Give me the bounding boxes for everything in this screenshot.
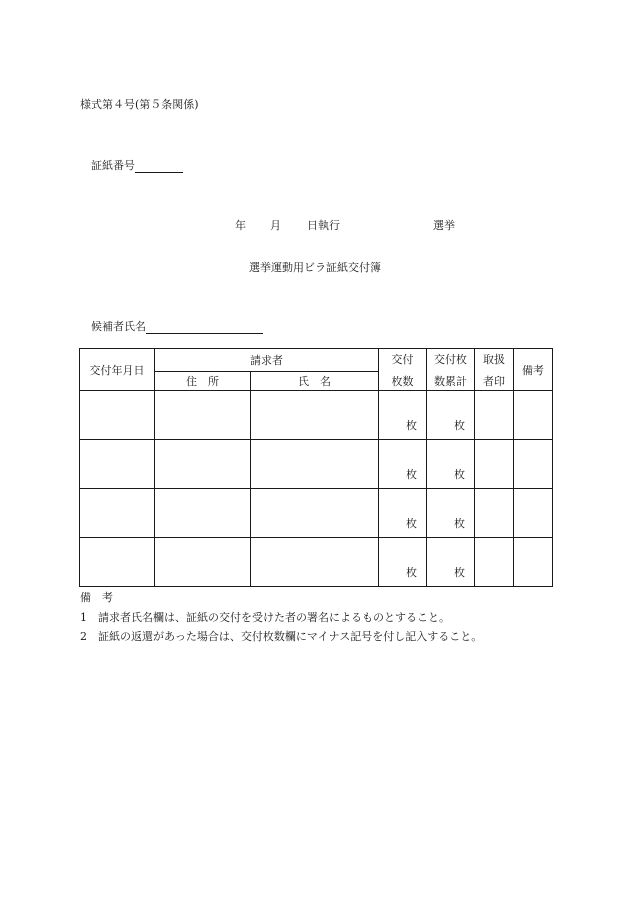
handler-seal-header bbox=[475, 349, 514, 391]
name-cell[interactable] bbox=[251, 489, 379, 538]
table-row bbox=[80, 440, 553, 489]
issue-date-cell[interactable] bbox=[80, 489, 155, 538]
form-label: 様式第４号(第５条関係) bbox=[80, 98, 199, 111]
handler-header-top: 取扱 bbox=[483, 352, 505, 366]
candidate-name-blank bbox=[146, 321, 263, 334]
certificate-number-label: 証紙番号 bbox=[91, 159, 135, 172]
remarks-cell[interactable] bbox=[514, 440, 553, 489]
election-date-row bbox=[235, 217, 455, 233]
address-cell[interactable] bbox=[155, 440, 251, 489]
note-text: 請求者氏名欄は、証紙の交付を受けた者の署名によるものとすること。 bbox=[98, 611, 450, 624]
issue-date-cell[interactable] bbox=[80, 391, 155, 440]
issued-count-cell[interactable]: 枚 bbox=[379, 391, 427, 440]
cumulative-count-cell[interactable]: 枚 bbox=[427, 538, 475, 587]
document-title: 選挙運動用ビラ証紙交付簿 bbox=[249, 261, 381, 274]
issued-count-header bbox=[379, 349, 427, 391]
requester-header: 請求者 bbox=[155, 349, 379, 372]
certificate-number-blank bbox=[135, 160, 183, 173]
issuance-ledger-table bbox=[79, 348, 553, 587]
name-header: 氏 名 bbox=[251, 372, 379, 391]
month-label: 月 bbox=[270, 219, 281, 232]
cumulative-header-bottom: 数累計 bbox=[434, 374, 467, 388]
name-cell[interactable] bbox=[251, 391, 379, 440]
issue-date-header: 交付年月日 bbox=[80, 349, 155, 391]
cumulative-count-cell[interactable]: 枚 bbox=[427, 391, 475, 440]
issued-count-cell[interactable]: 枚 bbox=[379, 489, 427, 538]
cumulative-count-cell[interactable]: 枚 bbox=[427, 440, 475, 489]
name-cell[interactable] bbox=[251, 538, 379, 587]
note-number: 1 bbox=[80, 611, 87, 624]
address-cell[interactable] bbox=[155, 391, 251, 440]
year-label: 年 bbox=[235, 219, 246, 232]
candidate-name-row bbox=[91, 318, 263, 334]
note-item bbox=[80, 628, 482, 644]
handler-seal-cell[interactable] bbox=[475, 538, 514, 587]
day-execution-label: 日執行 bbox=[307, 219, 340, 232]
address-header: 住 所 bbox=[155, 372, 251, 391]
table-row bbox=[80, 489, 553, 538]
table-header-row bbox=[80, 349, 553, 372]
handler-header-bottom: 者印 bbox=[483, 374, 505, 388]
handler-seal-cell[interactable] bbox=[475, 489, 514, 538]
name-cell[interactable] bbox=[251, 440, 379, 489]
note-item bbox=[80, 609, 450, 625]
cumulative-header-top: 交付枚 bbox=[434, 352, 467, 366]
table-row bbox=[80, 538, 553, 587]
cumulative-count-header bbox=[427, 349, 475, 391]
note-number: 2 bbox=[80, 630, 87, 643]
remarks-cell[interactable] bbox=[514, 489, 553, 538]
issued-count-cell[interactable]: 枚 bbox=[379, 440, 427, 489]
remarks-cell[interactable] bbox=[514, 391, 553, 440]
issue-date-cell[interactable] bbox=[80, 440, 155, 489]
cumulative-count-cell[interactable]: 枚 bbox=[427, 489, 475, 538]
election-label: 選挙 bbox=[433, 219, 455, 232]
candidate-name-label: 候補者氏名 bbox=[91, 320, 146, 333]
handler-seal-cell[interactable] bbox=[475, 391, 514, 440]
address-cell[interactable] bbox=[155, 538, 251, 587]
issued-count-header-top: 交付 bbox=[391, 352, 414, 366]
handler-seal-cell[interactable] bbox=[475, 440, 514, 489]
issued-count-cell[interactable]: 枚 bbox=[379, 538, 427, 587]
address-cell[interactable] bbox=[155, 489, 251, 538]
notes-heading: 備 考 bbox=[80, 591, 113, 604]
certificate-number-row bbox=[91, 157, 183, 173]
note-text: 証紙の返還があった場合は、交付枚数欄にマイナス記号を付し記入すること。 bbox=[98, 630, 483, 643]
remarks-header: 備考 bbox=[514, 349, 553, 391]
remarks-cell[interactable] bbox=[514, 538, 553, 587]
issue-date-cell[interactable] bbox=[80, 538, 155, 587]
issued-count-header-bottom: 枚数 bbox=[391, 374, 414, 388]
table-row bbox=[80, 391, 553, 440]
